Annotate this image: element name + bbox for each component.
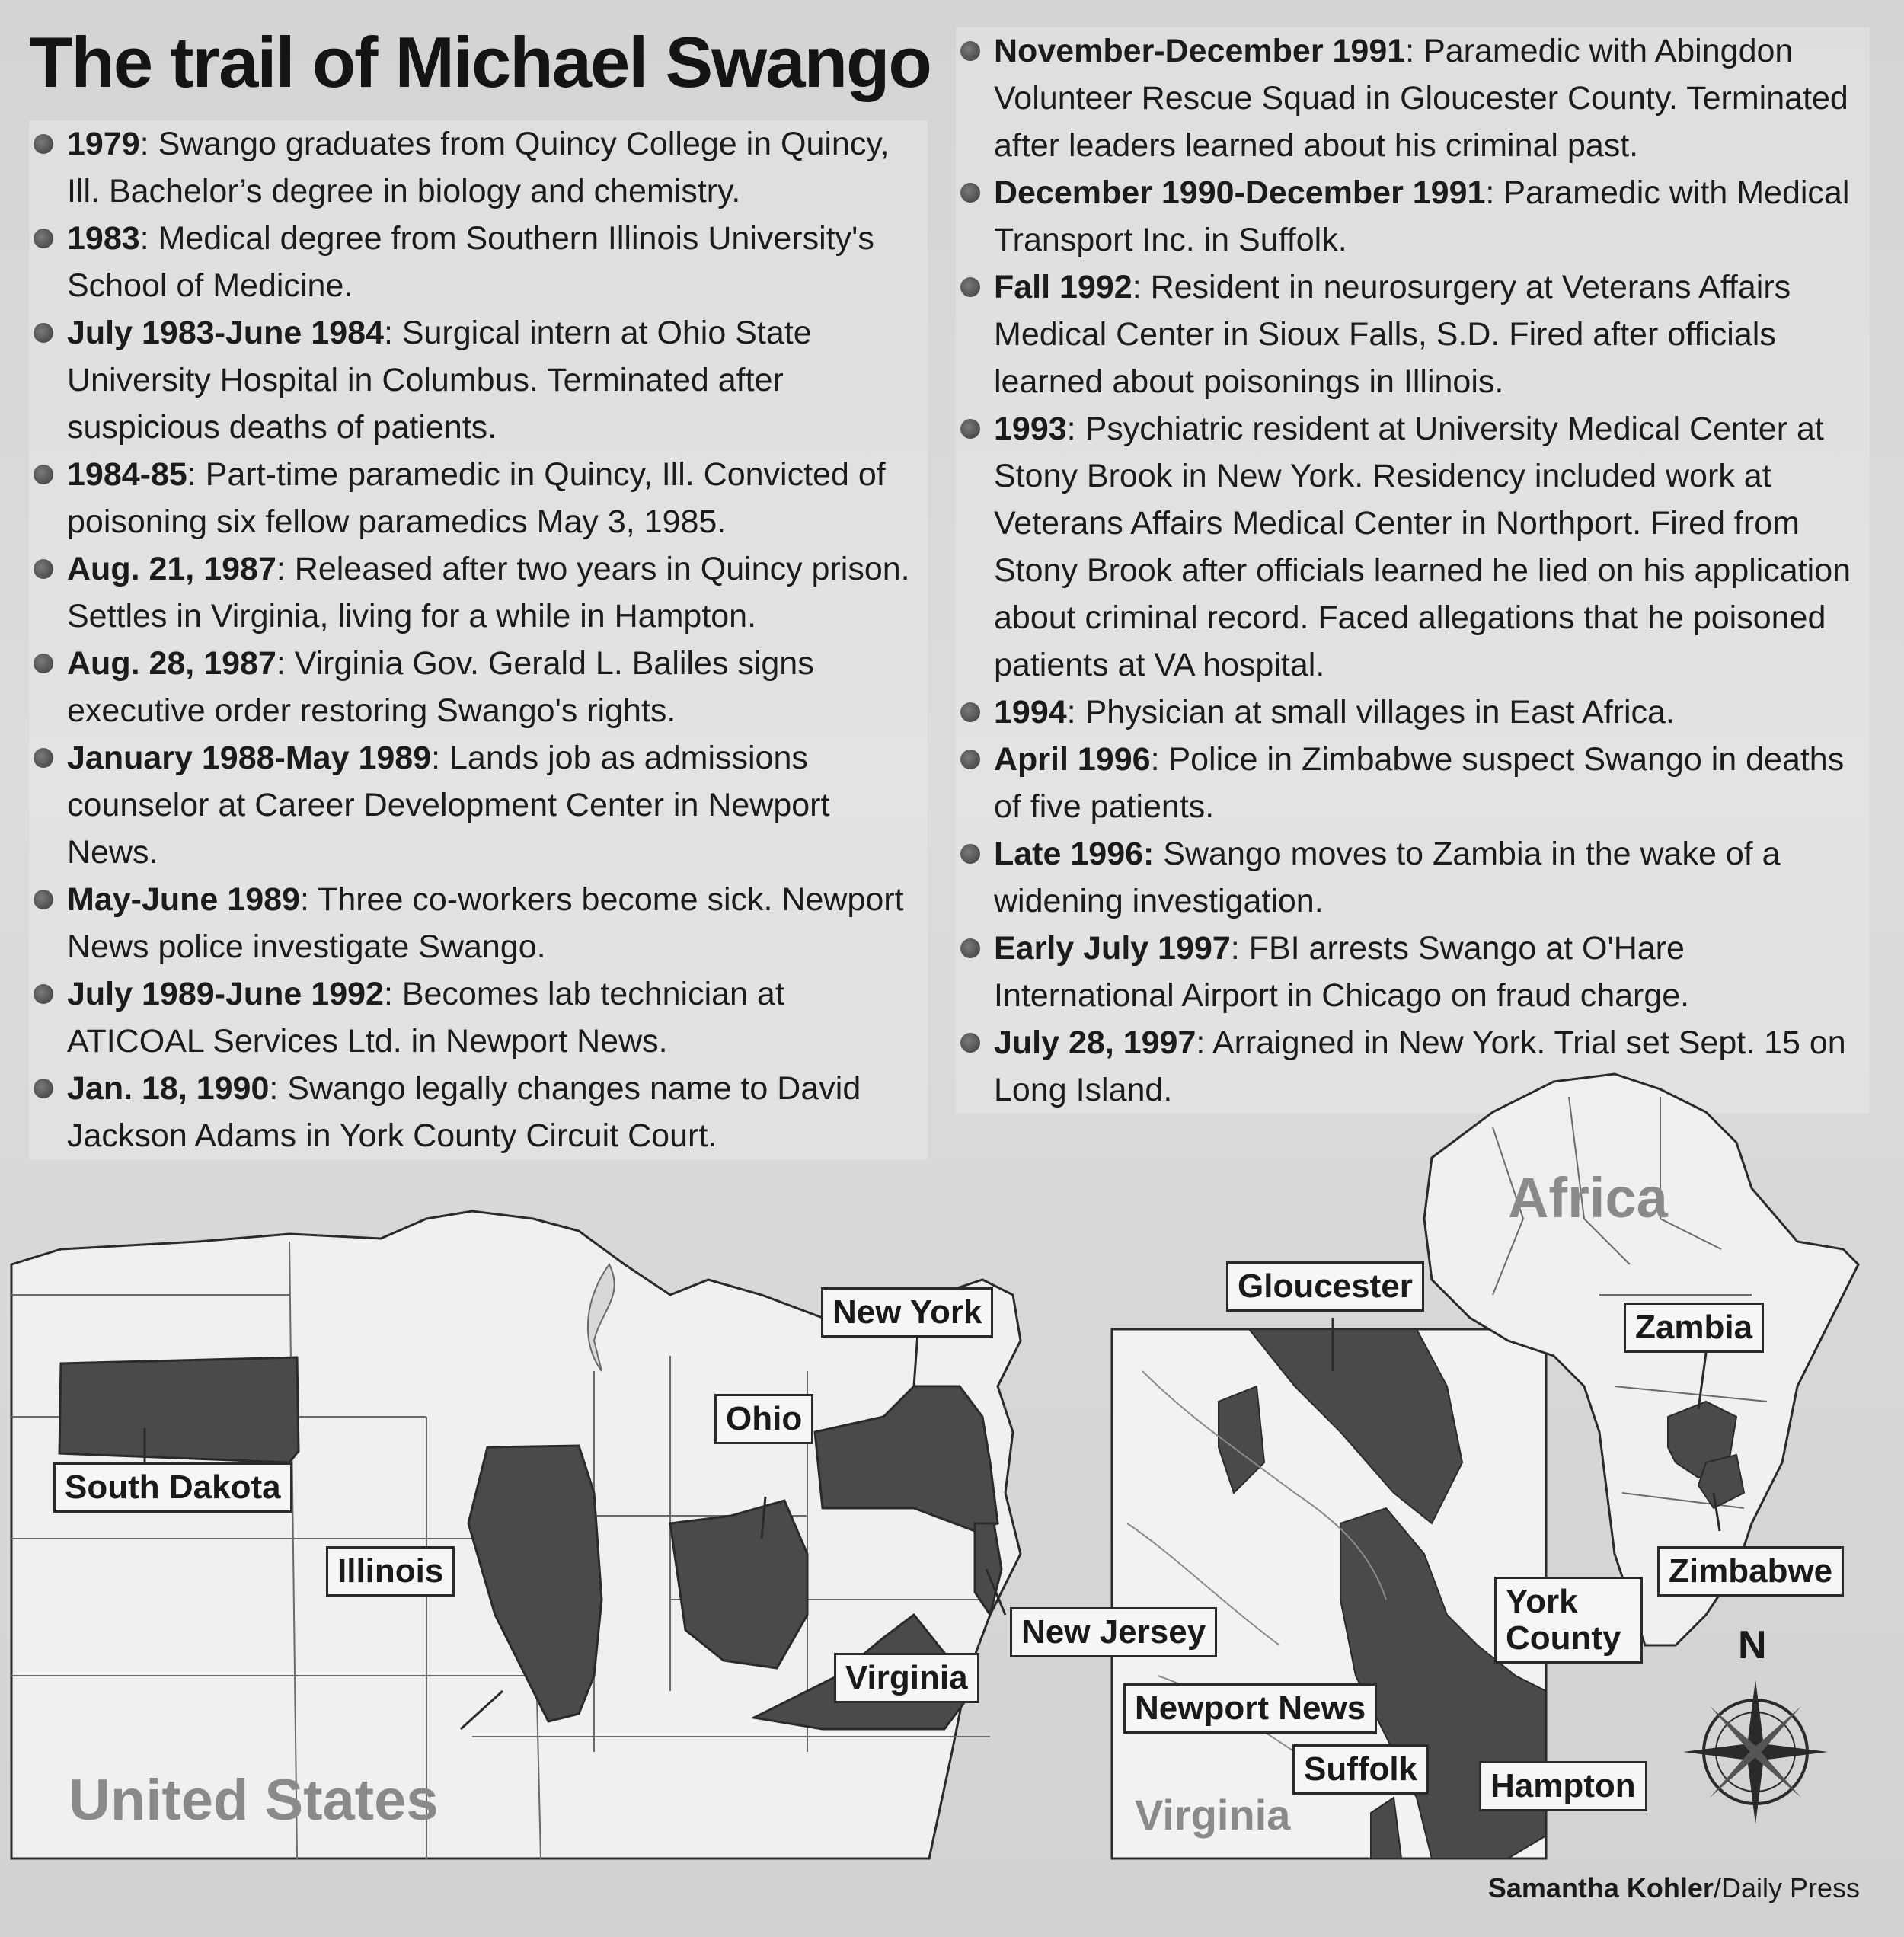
compass-rose <box>1683 1680 1828 1824</box>
label-newport-news: Newport News <box>1123 1683 1377 1734</box>
south-dakota-shape <box>59 1357 299 1462</box>
bullet-icon <box>960 277 980 297</box>
entry-text: : Swango legally changes name to David Jackson Adams in York County Circuit Court. <box>67 1070 861 1154</box>
entry-text: : Police in Zimbabwe suspect Swango in deaths of five patients. <box>994 741 1845 825</box>
entry-date: April 1996 <box>994 741 1151 778</box>
timeline-entry <box>956 689 1870 736</box>
credit-name: Samantha Kohler <box>1487 1872 1714 1903</box>
label-ohio: Ohio <box>714 1394 813 1444</box>
label-hampton: Hampton <box>1479 1761 1647 1811</box>
bullet-icon <box>34 890 53 909</box>
bullet-icon <box>34 465 53 484</box>
us-region-label: United States <box>69 1768 439 1833</box>
label-new-york: New York <box>821 1287 993 1338</box>
entry-text: : Psychiatric resident at University Medical Center at Stony Brook in New York. Residency included work at Veterans Affairs Medical Center in Northport. Fired from Stony Brook after officials learned he lied on his application about criminal record. Faced allegations that he poisoned patients at VA hospital. <box>994 411 1851 683</box>
bullet-icon <box>34 323 53 343</box>
entry-text: : Physician at small villages in East Africa. <box>1066 694 1675 730</box>
entry-text: : Swango graduates from Quincy College in Quincy, Ill. Bachelor’s degree in biology and chemistry. <box>67 126 890 209</box>
entry-date: May-June 1989 <box>67 881 300 918</box>
label-south-dakota: South Dakota <box>53 1462 292 1513</box>
compass-north-label: N <box>1738 1623 1767 1667</box>
page-title: The trail of Michael Swango <box>29 22 931 102</box>
entry-text: : Lands job as admissions counselor at Career Development Center in Newport News. <box>67 740 830 871</box>
bullet-icon <box>34 229 53 248</box>
timeline-entry <box>29 734 928 876</box>
entry-text: : Surgical intern at Ohio State University Hospital in Columbus. Terminated after suspicious deaths of patients. <box>67 315 812 446</box>
entry-date: 1993 <box>994 411 1067 447</box>
label-gloucester: Gloucester <box>1226 1261 1424 1312</box>
timeline-entry <box>956 925 1870 1019</box>
bullet-icon <box>960 183 980 203</box>
timeline-entry <box>956 27 1870 169</box>
entry-date: July 1983-June 1984 <box>67 315 384 351</box>
bullet-icon <box>960 41 980 61</box>
bullet-icon <box>960 419 980 439</box>
timeline-entry <box>29 876 928 970</box>
timeline-entry <box>956 264 1870 405</box>
label-zimbabwe: Zimbabwe <box>1657 1546 1844 1597</box>
entry-date: Late 1996: <box>994 836 1155 872</box>
timeline-entry <box>29 545 928 640</box>
entry-text: : Resident in neurosurgery at Veterans Affairs Medical Center in Sioux Falls, S.D. Fired after officials learned about poisonings in Illinois. <box>994 269 1791 400</box>
bullet-icon <box>34 654 53 673</box>
virginia-inset-label: Virginia <box>1135 1791 1291 1839</box>
label-suffolk: Suffolk <box>1292 1744 1429 1795</box>
timeline-entry <box>956 830 1870 925</box>
entry-text: : Three co-workers become sick. Newport News police investigate Swango. <box>67 881 904 965</box>
bullet-icon <box>34 134 53 154</box>
bullet-icon <box>960 702 980 722</box>
label-illinois: Illinois <box>326 1546 455 1597</box>
entry-date: Aug. 21, 1987 <box>67 551 276 587</box>
entry-date: 1984-85 <box>67 456 187 493</box>
entry-date: Early July 1997 <box>994 930 1231 967</box>
label-virginia: Virginia <box>834 1653 979 1703</box>
timeline-entry <box>29 120 928 215</box>
entry-text: : Becomes lab technician at ATICOAL Services Ltd. in Newport News. <box>67 976 784 1060</box>
bullet-icon <box>960 750 980 769</box>
entry-text: Swango moves to Zambia in the wake of a widening investigation. <box>994 836 1781 919</box>
entry-date: January 1988-May 1989 <box>67 740 432 776</box>
entry-text: : Paramedic with Medical Transport Inc. in Suffolk. <box>994 174 1850 258</box>
bullet-icon <box>34 984 53 1004</box>
label-new-jersey: New Jersey <box>1010 1607 1217 1657</box>
timeline-entry <box>29 215 928 309</box>
credit-line <box>1488 1872 1860 1904</box>
timeline-entry <box>29 970 928 1065</box>
bullet-icon <box>960 844 980 864</box>
timeline-entry <box>956 736 1870 830</box>
entry-date: July 1989-June 1992 <box>67 976 384 1012</box>
entry-date: Fall 1992 <box>994 269 1132 305</box>
entry-text: : Paramedic with Abingdon Volunteer Rescue Squad in Gloucester County. Terminated after leaders learned about his criminal past. <box>994 33 1848 164</box>
timeline-entry <box>29 640 928 734</box>
label-york-county: York County <box>1494 1577 1643 1664</box>
timeline-entry <box>29 451 928 545</box>
bullet-icon <box>34 559 53 579</box>
africa-region-label: Africa <box>1508 1166 1668 1229</box>
entry-date: 1979 <box>67 126 140 162</box>
entry-date: 1994 <box>994 694 1067 730</box>
bullet-icon <box>960 938 980 958</box>
entry-date: July 28, 1997 <box>994 1024 1196 1061</box>
entry-text: : Arraigned in New York. Trial set Sept. 15 on Long Island. <box>994 1024 1846 1108</box>
bullet-icon <box>960 1033 980 1053</box>
entry-date: November-December 1991 <box>994 33 1406 69</box>
timeline-right-column <box>956 27 1870 1114</box>
entry-text: : Medical degree from Southern Illinois University's School of Medicine. <box>67 220 874 304</box>
bullet-icon <box>34 748 53 768</box>
timeline-left-column <box>29 120 928 1159</box>
timeline-entry <box>956 169 1870 264</box>
entry-date: December 1990-December 1991 <box>994 174 1486 211</box>
timeline-entry <box>29 309 928 451</box>
entry-date: 1983 <box>67 220 140 257</box>
entry-text: : FBI arrests Swango at O'Hare International Airport in Chicago on fraud charge. <box>994 930 1690 1014</box>
entry-text: : Virginia Gov. Gerald L. Baliles signs executive order restoring Swango's rights. <box>67 645 814 729</box>
entry-text: : Released after two years in Quincy prison. Settles in Virginia, living for a while in Hampton. <box>67 551 910 634</box>
timeline-entry <box>956 405 1870 689</box>
credit-source: /Daily Press <box>1713 1872 1860 1903</box>
entry-text: : Part-time paramedic in Quincy, Ill. Convicted of poisoning six fellow paramedics May 3, 1985. <box>67 456 886 540</box>
entry-date: Aug. 28, 1987 <box>67 645 276 682</box>
entry-date: Jan. 18, 1990 <box>67 1070 270 1107</box>
map-area <box>0 1066 1904 1874</box>
label-zambia: Zambia <box>1624 1303 1764 1353</box>
